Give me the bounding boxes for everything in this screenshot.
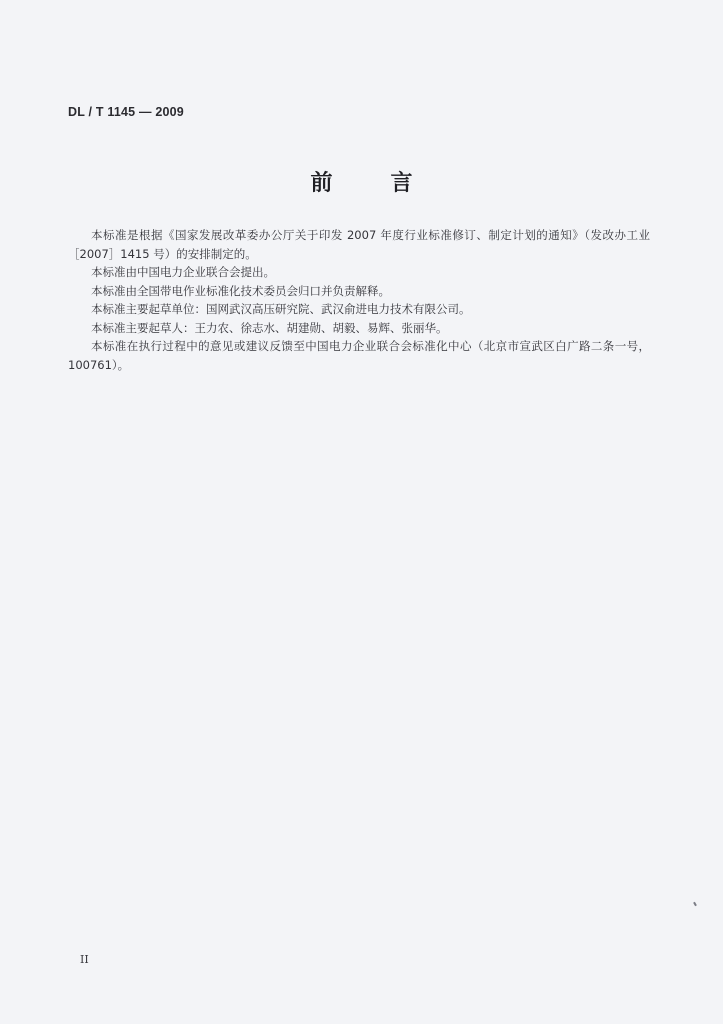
standard-code: DL / T 1145 — 2009 [68, 105, 184, 119]
page-title: 前 言 [310, 171, 431, 196]
page-number: II [80, 953, 89, 966]
paragraph-basis: 本标准是根据《国家发展改革委办公厅关于印发 2007 年度行业标准修订、制定计划的通知》（发改办工业［2007］1415 号）的安排制定的。 [68, 228, 650, 261]
paragraph-drafting-units: 本标准主要起草单位：国网武汉高压研究院、武汉俞进电力技术有限公司。 [91, 302, 471, 316]
paragraph-proposer: 本标准由中国电力企业联合会提出。 [91, 265, 275, 279]
paragraph-feedback: 本标准在执行过程中的意见或建议反馈至中国电力企业联合会标准化中心（北京市宣武区白广路二条一号，100761）。 [68, 339, 650, 372]
paragraph-interpretation: 本标准由全国带电作业标准化技术委员会归口并负责解释。 [91, 283, 390, 298]
scan-speck [693, 902, 697, 906]
foreword-body [68, 226, 650, 374]
paragraph-drafters: 本标准主要起草人：王力农、徐志水、胡建勋、胡毅、易辉、张丽华。 [91, 320, 448, 335]
